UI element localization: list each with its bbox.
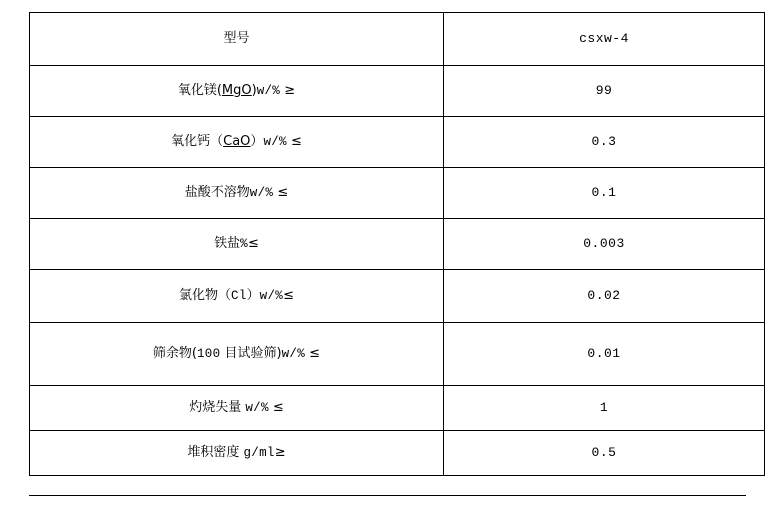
table-cell-label: 氧化镁(MgO)w/% ≥ bbox=[30, 66, 444, 117]
table-row bbox=[30, 431, 765, 476]
table-cell-label: 铁盐%≤ bbox=[30, 219, 444, 270]
table-cell-value: 99 bbox=[444, 66, 765, 117]
table-cell-value: 0.02 bbox=[444, 270, 765, 323]
table-cell-value: 0.5 bbox=[444, 431, 765, 476]
table-row-header bbox=[30, 13, 765, 66]
bottom-divider bbox=[29, 495, 746, 496]
table-cell-label: 型号 bbox=[30, 13, 444, 66]
table-cell-value: 0.1 bbox=[444, 168, 765, 219]
table-row bbox=[30, 219, 765, 270]
product-specification-table bbox=[29, 12, 765, 476]
table-cell-value: 0.3 bbox=[444, 117, 765, 168]
table-row bbox=[30, 66, 765, 117]
table-cell-value: 0.003 bbox=[444, 219, 765, 270]
table-cell-label: 筛余物(100 目试验筛)w/% ≤ bbox=[30, 323, 444, 386]
table-cell-label: 氧化钙（CaO）w/% ≤ bbox=[30, 117, 444, 168]
table-row bbox=[30, 168, 765, 219]
table-body bbox=[30, 13, 765, 476]
table-row bbox=[30, 117, 765, 168]
table-cell-value: csxw-4 bbox=[444, 13, 765, 66]
table-row bbox=[30, 270, 765, 323]
table-cell-label: 氯化物（Cl）w/%≤ bbox=[30, 270, 444, 323]
table-cell-label: 堆积密度 g/ml≥ bbox=[30, 431, 444, 476]
table-cell-label: 盐酸不溶物w/% ≤ bbox=[30, 168, 444, 219]
table-row bbox=[30, 386, 765, 431]
table-cell-label: 灼烧失量 w/% ≤ bbox=[30, 386, 444, 431]
table-cell-value: 1 bbox=[444, 386, 765, 431]
table-row bbox=[30, 323, 765, 386]
table-cell-value: 0.01 bbox=[444, 323, 765, 386]
